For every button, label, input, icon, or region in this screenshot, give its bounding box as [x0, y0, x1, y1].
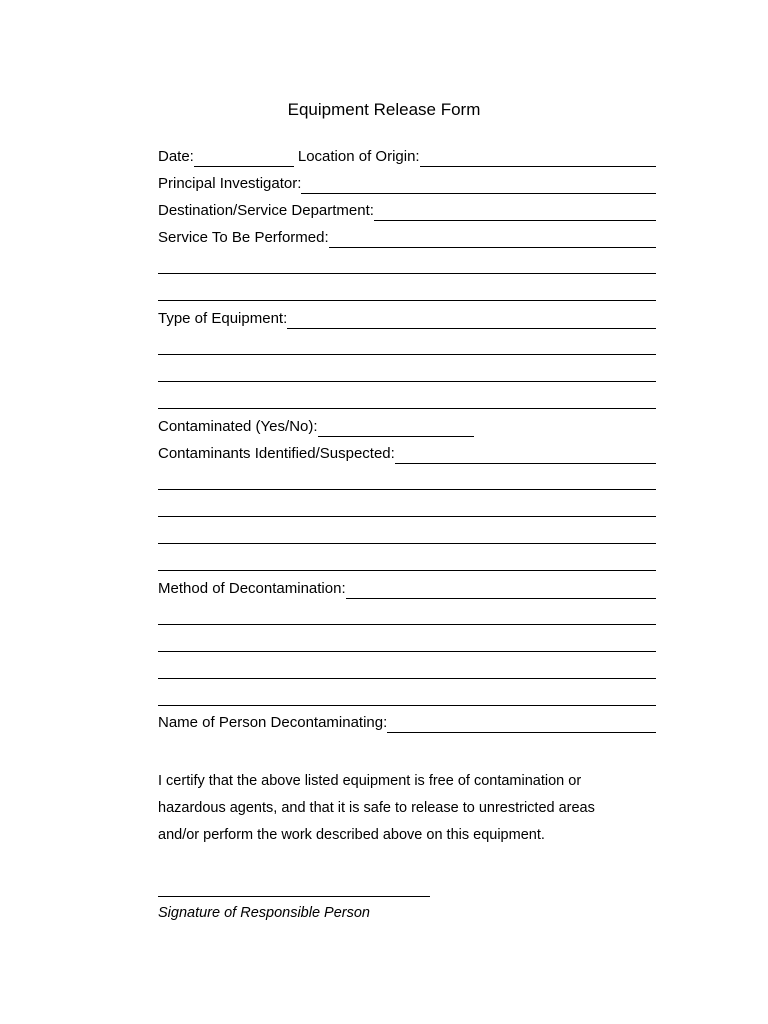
contaminated-label: Contaminated (Yes/No):	[158, 418, 318, 435]
certification-line-1: I certify that the above listed equipment is free of contamination or	[158, 773, 582, 789]
service-to-be-performed-field[interactable]	[329, 229, 656, 248]
row-principal-investigator	[158, 174, 656, 194]
row-type-of-equipment	[158, 309, 656, 329]
row-name-of-person-decontaminating	[158, 713, 656, 733]
row-date-location	[158, 147, 656, 167]
date-field[interactable]	[194, 148, 294, 167]
row-destination-department	[158, 201, 656, 221]
service-extra-line-1[interactable]	[158, 273, 656, 274]
equipment-extra-line-2[interactable]	[158, 381, 656, 382]
decontamination-extra-line-2[interactable]	[158, 651, 656, 652]
destination-department-field[interactable]	[374, 202, 656, 221]
method-of-decontamination-label: Method of Decontamination:	[158, 580, 346, 597]
contaminants-extra-line-2[interactable]	[158, 516, 656, 517]
location-of-origin-label: Location of Origin:	[297, 148, 420, 165]
contaminants-extra-line-1[interactable]	[158, 489, 656, 490]
contaminants-identified-field[interactable]	[395, 445, 656, 464]
equipment-extra-line-1[interactable]	[158, 354, 656, 355]
contaminated-field[interactable]	[318, 418, 474, 437]
principal-investigator-label: Principal Investigator:	[158, 175, 302, 192]
method-of-decontamination-field[interactable]	[346, 580, 656, 599]
person-decontaminating-field[interactable]	[387, 714, 656, 733]
certification-line-2: hazardous agents, and that it is safe to release to unrestricted areas	[158, 800, 595, 816]
row-contaminated	[158, 417, 656, 437]
signature-label: Signature of Responsible Person	[158, 905, 370, 921]
contaminants-identified-label: Contaminants Identified/Suspected:	[158, 445, 395, 462]
decontamination-extra-line-3[interactable]	[158, 678, 656, 679]
form-title: Equipment Release Form	[287, 100, 481, 119]
type-of-equipment-label: Type of Equipment:	[158, 310, 288, 327]
destination-department-label: Destination/Service Department:	[158, 202, 374, 219]
certification-line-3: and/or perform the work described above on this equipment.	[158, 827, 545, 843]
contaminants-extra-line-4[interactable]	[158, 570, 656, 571]
equipment-extra-line-3[interactable]	[158, 408, 656, 409]
date-label: Date:	[158, 148, 194, 165]
certification-statement	[158, 768, 656, 849]
signature-field[interactable]	[158, 896, 430, 897]
decontamination-extra-line-1[interactable]	[158, 624, 656, 625]
row-contaminants-identified	[158, 444, 656, 464]
row-method-of-decontamination	[158, 579, 656, 599]
row-service-to-be-performed	[158, 228, 656, 248]
service-to-be-performed-label: Service To Be Performed:	[158, 229, 329, 246]
principal-investigator-field[interactable]	[301, 175, 656, 194]
type-of-equipment-field[interactable]	[287, 310, 656, 329]
decontamination-extra-line-4[interactable]	[158, 705, 656, 706]
service-extra-line-2[interactable]	[158, 300, 656, 301]
person-decontaminating-label: Name of Person Decontaminating:	[158, 714, 388, 731]
location-of-origin-field[interactable]	[420, 148, 656, 167]
contaminants-extra-line-3[interactable]	[158, 543, 656, 544]
